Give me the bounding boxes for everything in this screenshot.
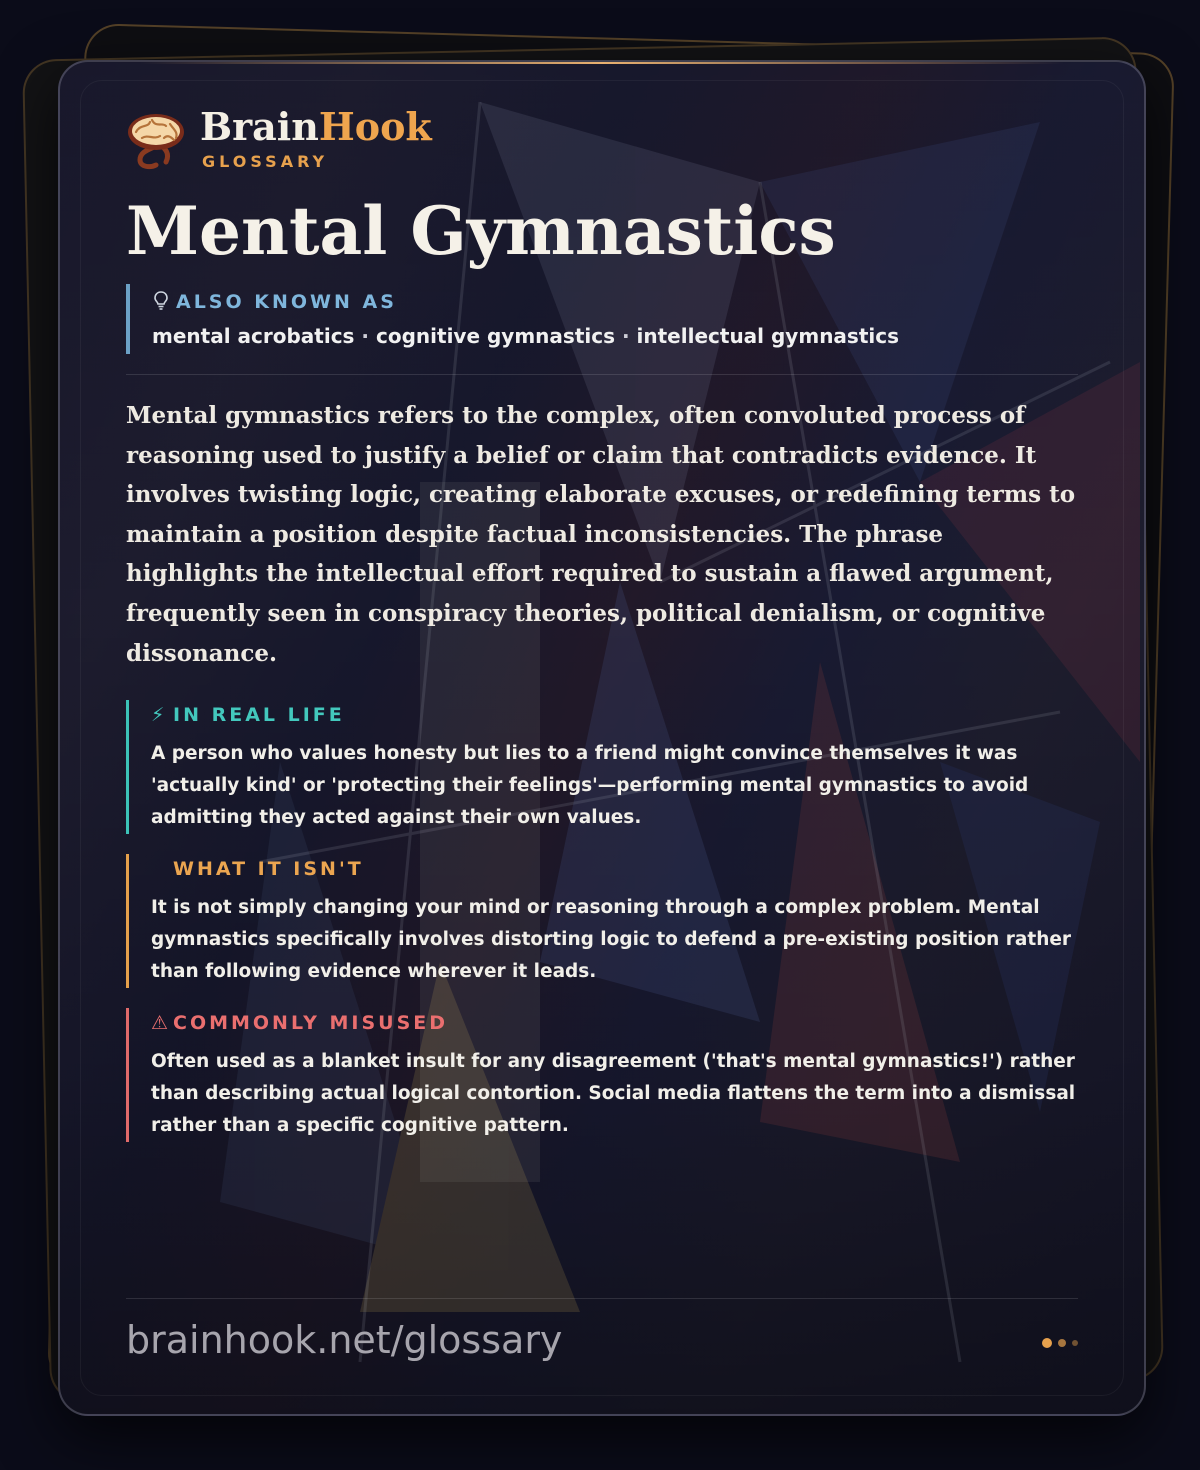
warning-icon: ⚠ — [151, 1012, 169, 1034]
also-known-as-block — [126, 284, 1070, 354]
page-dot — [1058, 1339, 1066, 1347]
glossary-card — [58, 60, 1146, 1416]
brand-name-part1: Brain — [200, 104, 319, 149]
what-it-isnt-text: It is not simply changing your mind or reasoning through a complex problem. Mental gymnastics specifically involves distorting logic to defend a pre-existing position rather than following evidence wherever it leads. — [151, 897, 1072, 982]
brand-header — [126, 106, 546, 170]
commonly-misused-heading-text: COMMONLY MISUSED — [173, 1012, 449, 1034]
in-real-life-section — [126, 700, 1078, 834]
aka-separator: · — [615, 324, 637, 348]
definition-text: Mental gymnastics refers to the complex, often convoluted process of reasoning used to justify a belief or claim that contradicts evidence. It involves twisting logic, creating elaborate excuses, or redefining terms to maintain a position despite factual inconsistencies. The phrase highlights the intellectual effort required to sustain a flawed argument, frequently seen in conspiracy theories, political denialism, or cognitive dissonance. — [126, 402, 1076, 667]
in-real-life-text: A person who values honesty but lies to a friend might convince themselves it was 'actually kind' or 'protecting their feelings'—performing mental gymnastics to avoid admitting they acted against their own values. — [151, 743, 1029, 828]
commonly-misused-section — [126, 1008, 1078, 1142]
aka-heading — [152, 290, 397, 313]
brand-subtitle: GLOSSARY — [202, 152, 329, 171]
brand-name-part2: Hook — [318, 104, 432, 149]
footer-url-link[interactable]: brainhook.net/glossary — [126, 1318, 563, 1362]
aka-item: cognitive gymnastics — [376, 324, 615, 348]
top-accent-line — [140, 62, 1064, 64]
term-title: Mental Gymnastics — [126, 192, 836, 270]
brain-hook-logo-icon — [126, 110, 186, 170]
in-real-life-heading — [151, 704, 345, 726]
footer-divider — [126, 1298, 1078, 1299]
what-it-isnt-section — [126, 854, 1078, 988]
in-real-life-heading-text: IN REAL LIFE — [173, 704, 345, 726]
page-indicator — [1042, 1338, 1082, 1352]
commonly-misused-heading — [151, 1012, 448, 1034]
brand-name — [200, 106, 432, 148]
aka-list — [152, 324, 899, 348]
section-divider — [126, 374, 1078, 375]
aka-heading-text: ALSO KNOWN AS — [176, 291, 397, 313]
commonly-misused-text: Often used as a blanket insult for any disagreement ('that's mental gymnastics!') rather than describing actual logical contortion. Social media flattens the term into a dismissal rather than a specific cognitive pattern. — [151, 1051, 1076, 1136]
page-dot — [1072, 1340, 1078, 1346]
lightning-icon: ⚡ — [151, 704, 165, 726]
aka-item: mental acrobatics — [152, 324, 355, 348]
lightbulb-icon — [152, 290, 170, 310]
aka-item: intellectual gymnastics — [636, 324, 900, 348]
aka-separator: · — [354, 324, 376, 348]
what-it-isnt-heading — [151, 858, 364, 880]
what-it-isnt-heading-text: WHAT IT ISN'T — [173, 858, 364, 880]
page-dot-active — [1042, 1338, 1052, 1348]
